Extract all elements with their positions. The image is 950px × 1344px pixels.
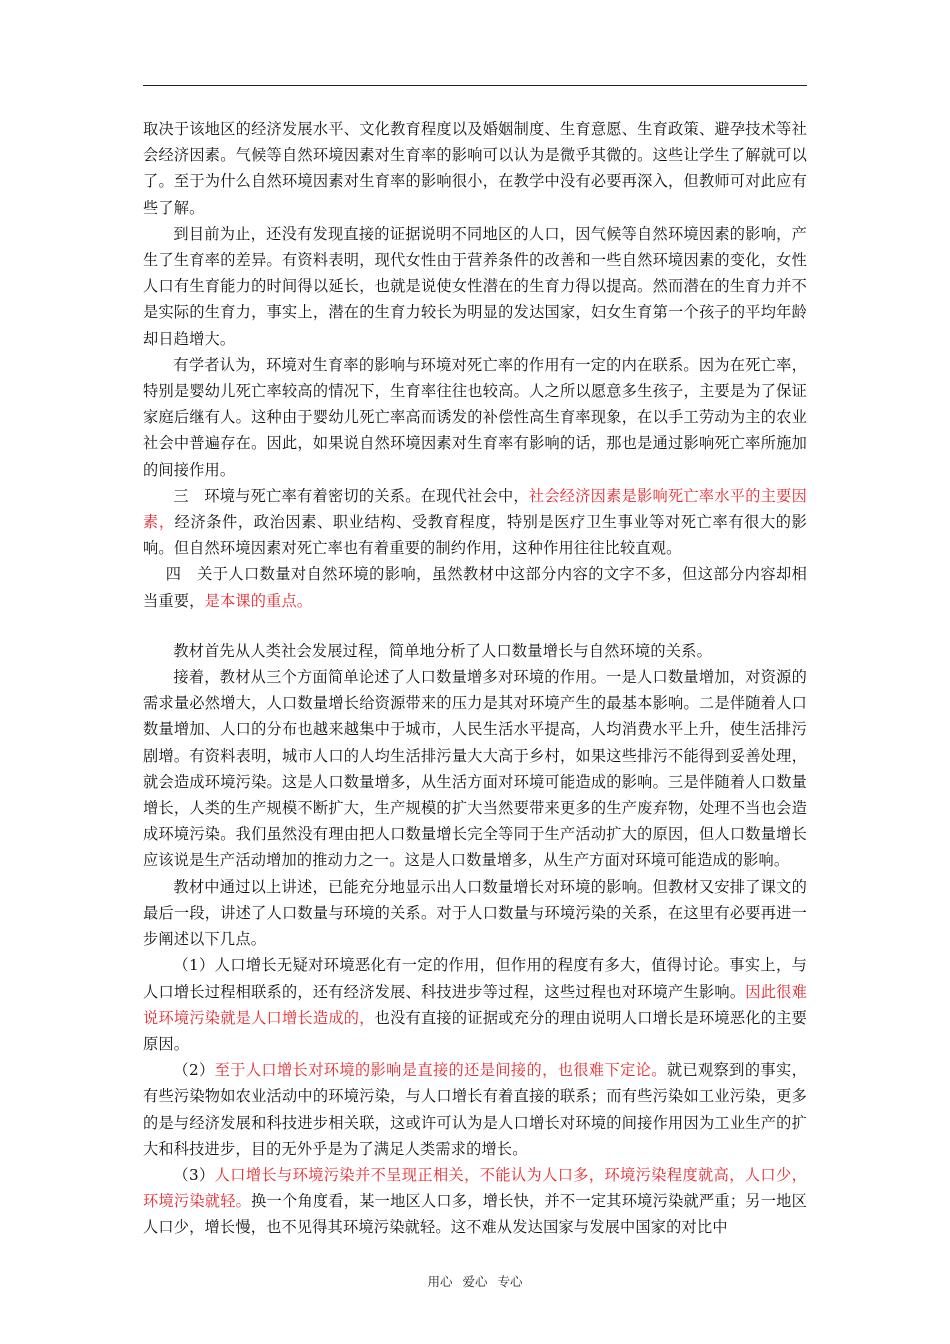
body-text: 接着，教材从三个方面简单论述了人口数量增多对环境的作用。一是人口数量增加，对资源的需求量必然增大，人口数量增长给资源带来的压力是其对环境产生的最基本影响。二是伴随着人口数量增加、人口的分布也越来越集中于城市，人民生活水平提高，人均消费水平上升，使生活排污剧增。有资料表明，城市人口的人均生活排污量大大高于乡村，如果这些排污不能得到妥善处理，就会造成环境污染。这是人口数量增多，从生活方面对环境可能造成的影响。三是伴随着人口数量增长，人类的生产规模不断扩大，生产规模的扩大当然要带来更多的生产废弃物，处理不当也会造成环境污染。我们虽然没有理由把人口数量增长完全等同于生产活动扩大的原因，但人口数量增长应该说是生产活动增加的推动力之一。这是人口数量增多，从生产方面对环境可能造成的影响。 [143,668,807,870]
paragraph-p8 [143,874,807,953]
paragraph-p2 [143,221,807,352]
body-text: 教材首先从人类社会发展过程，简单地分析了人口数量增长与自然环境的关系。 [173,641,712,660]
body-text: 取决于该地区的经济发展水平、文化教育程度以及婚姻制度、生育意愿、生育政策、避孕技术等社会经济因素。气候等自然环境因素对生育率的影响可以认为是微乎其微的。这些让学生了解就可以了。至于为什么自然环境因素对生育率的影响很小，在教学中没有必要再深入，但教师可对此应有些了解。 [143,120,807,217]
body-text: 三 环境与死亡率有着密切的关系。在现代社会中， [173,486,529,505]
paragraph-p4 [143,483,807,562]
paragraph-spacer [143,614,807,638]
body-text: 就已观察到的事实，有些污染物如农业活动中的环境污染，与人口增长有着直接的联系；而有些污染如工业污染，更多的是与经济发展和科技进步相关联，这或许可认为是人口增长对环境的间接作用因为工业生产的扩大和科技进步，目的无外乎是为了满足人类需求的增长。 [143,1061,807,1158]
highlighted-text: 因此很难说环境污染就是人口增长造成的， [143,982,807,1027]
paragraph-p5 [143,561,807,613]
body-text: 换一个角度看，某一地区人口多，增长快，并不一定其环境污染就严重；另一地区人口少，增长慢，也不见得其环境污染就轻。这不难从发达国家与发展中国家的对比中 [143,1192,807,1237]
paragraph-p9 [143,952,807,1057]
highlighted-text: 是本课的重点。 [204,591,313,610]
highlighted-text: 至于人口增长对环境的影响是直接的还是间接的，也很难下定论。 [214,1061,667,1080]
paragraph-p7 [143,664,807,874]
body-text: 到目前为止，还没有发现直接的证据说明不同地区的人口，因气候等自然环境因素的影响，产生了生育率的差异。有资料表明，现代女性由于营养条件的改善和一些自然环境因素的变化，女性人口有生育能力的时间得以延长，也就是说使女性潜在的生育力得以提高。然而潜在的生育力并不是实际的生育力，事实上，潜在的生育力较长为明显的发达国家，妇女生育第一个孩子的平均年龄却日趋增大。 [143,224,807,348]
body-text: 经济条件，政治因素、职业结构、受教育程度，特别是医疗卫生事业等对死亡率有很大的影响。但自然环境因素对死亡率也有着重要的制约作用，这种作用往往比较直观。 [143,513,807,558]
body-text: 也没有直接的证据或充分的理由说明人口增长是环境恶化的主要原因。 [143,1008,808,1053]
body-text: （2） [173,1061,215,1080]
body-text: （1）人口增长无疑对环境恶化有一定的作用，但作用的程度有多大，值得讨论。事实上，与人口增长过程相联系的，还有经济发展、科技进步等过程，这些过程也对环境产生影响。 [143,956,807,1001]
body-text: （3） [173,1165,215,1184]
page-footer: 用心 爱心 专心 [427,1274,523,1289]
header-rule [143,85,807,86]
highlighted-text: 社会经济因素是影响死亡率水平的主要因素， [143,486,807,532]
paragraph-p3 [143,352,807,483]
body-text: 教材中通过以上讲述，已能充分地显示出人口数量增长对环境的影响。但教材又安排了课文的最后一段，讲述了人口数量与环境的关系。对于人口数量与环境污染的关系，在这里有必要再进一步阐述以下几点。 [143,877,807,949]
paragraph-p11 [143,1162,807,1241]
paragraph-p10 [143,1057,807,1162]
paragraph-p6 [143,638,807,664]
paragraph-p1 [143,116,807,221]
document-body [143,116,807,1241]
body-text: 四 关于人口数量对自然环境的影响，虽然教材中这部分内容的文字不多，但这部分内容却相当重要， [143,565,807,610]
body-text: 有学者认为，环境对生育率的影响与环境对死亡率的作用有一定的内在联系。因为在死亡率，特别是婴幼儿死亡率较高的情况下，生育率往往也较高。人之所以愿意多生孩子，主要是为了保证家庭后继有人。这种由于婴幼儿死亡率高而诱发的补偿性高生育率现象，在以手工劳动为主的农业社会中普遍存在。因此，如果说自然环境因素对生育率有影响的话，那也是通过影响死亡率所施加的间接作用。 [143,355,807,479]
highlighted-text: 人口增长与环境污染并不呈现正相关，不能认为人口多，环境污染程度就高，人口少，环境污染就轻。 [143,1165,807,1211]
